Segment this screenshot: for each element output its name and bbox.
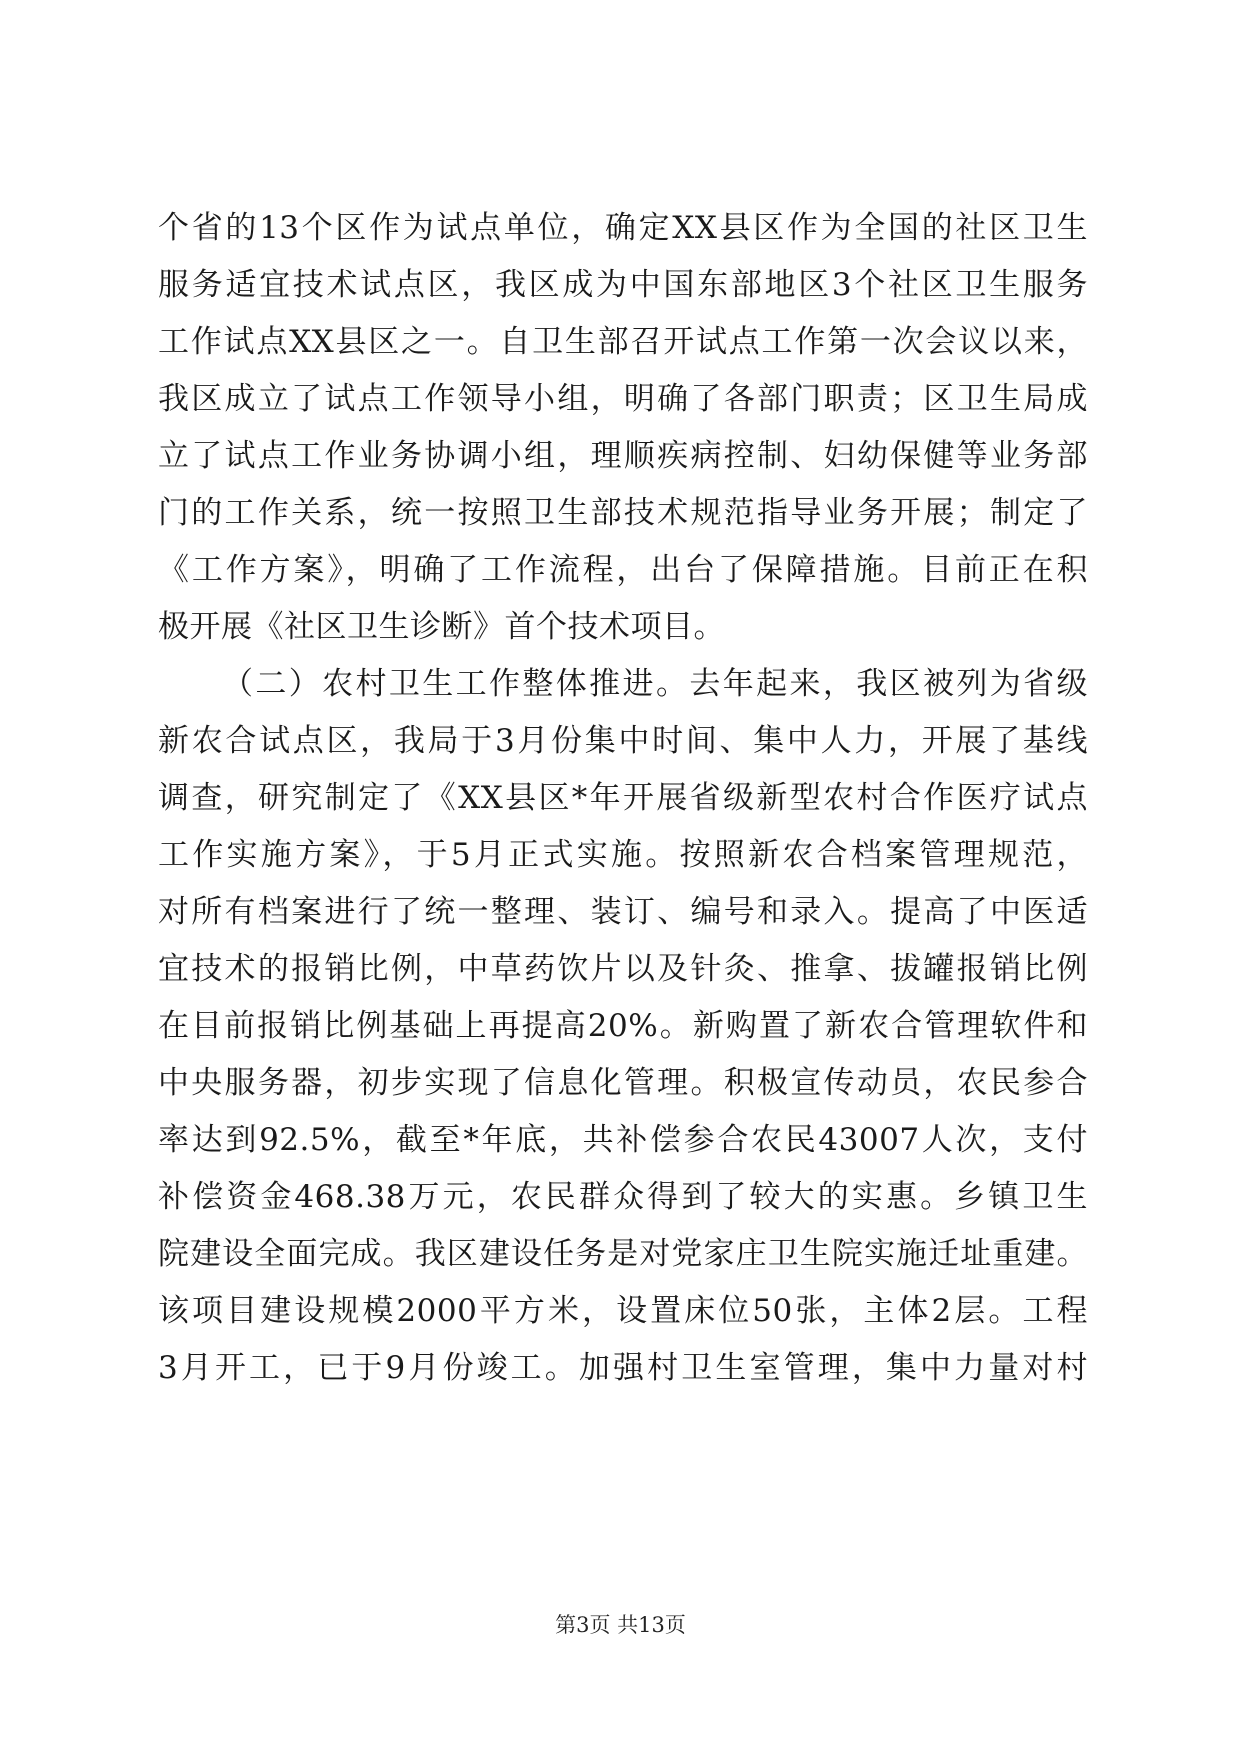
body-line: 补偿资金468.38万元，农民群众得到了较大的实惠。乡镇卫生: [158, 1179, 1088, 1215]
body-line: 工作试点XX县区之一。自卫生部召开试点工作第一次会议以来，: [158, 324, 1088, 360]
body-line: 院建设全面完成。我区建设任务是对党家庄卫生院实施迁址重建。: [158, 1236, 1088, 1272]
body-line: 3月开工，已于9月份竣工。加强村卫生室管理，集中力量对村: [158, 1350, 1088, 1386]
body-line: 门的工作关系，统一按照卫生部技术规范指导业务开展；制定了: [158, 495, 1088, 531]
body-line: 率达到92.5%，截至*年底，共补偿参合农民43007人次，支付: [158, 1122, 1088, 1158]
body-line: 该项目建设规模2000平方米，设置床位50张，主体2层。工程: [158, 1293, 1088, 1329]
body-line: 工作实施方案》，于5月正式实施。按照新农合档案管理规范，: [158, 837, 1088, 873]
body-line: 《工作方案》，明确了工作流程，出台了保障措施。目前正在积: [158, 552, 1088, 588]
body-line: 服务适宜技术试点区，我区成为中国东部地区3个社区卫生服务: [158, 267, 1088, 303]
body-line: 宜技术的报销比例，中草药饮片以及针灸、推拿、拔罐报销比例: [158, 951, 1088, 987]
page-number-footer: 第3页 共13页: [555, 1613, 686, 1637]
body-line: 在目前报销比例基础上再提高20%。新购置了新农合管理软件和: [158, 1008, 1088, 1044]
body-line: 中央服务器，初步实现了信息化管理。积极宣传动员，农民参合: [158, 1065, 1088, 1101]
body-line: 极开展《社区卫生诊断》首个技术项目。: [158, 609, 725, 645]
body-line: 个省的13个区作为试点单位，确定XX县区作为全国的社区卫生: [158, 210, 1088, 246]
body-line: 立了试点工作业务协调小组，理顺疾病控制、妇幼保健等业务部: [158, 438, 1088, 474]
body-line: 调查，研究制定了《XX县区*年开展省级新型农村合作医疗试点: [158, 780, 1088, 816]
body-line: 我区成立了试点工作领导小组，明确了各部门职责；区卫生局成: [158, 381, 1088, 417]
body-line: 对所有档案进行了统一整理、装订、编号和录入。提高了中医适: [158, 894, 1088, 930]
body-line: 新农合试点区，我局于3月份集中时间、集中人力，开展了基线: [158, 723, 1088, 759]
section-heading-line: （二）农村卫生工作整体推进。去年起来，我区被列为省级: [222, 666, 1088, 702]
